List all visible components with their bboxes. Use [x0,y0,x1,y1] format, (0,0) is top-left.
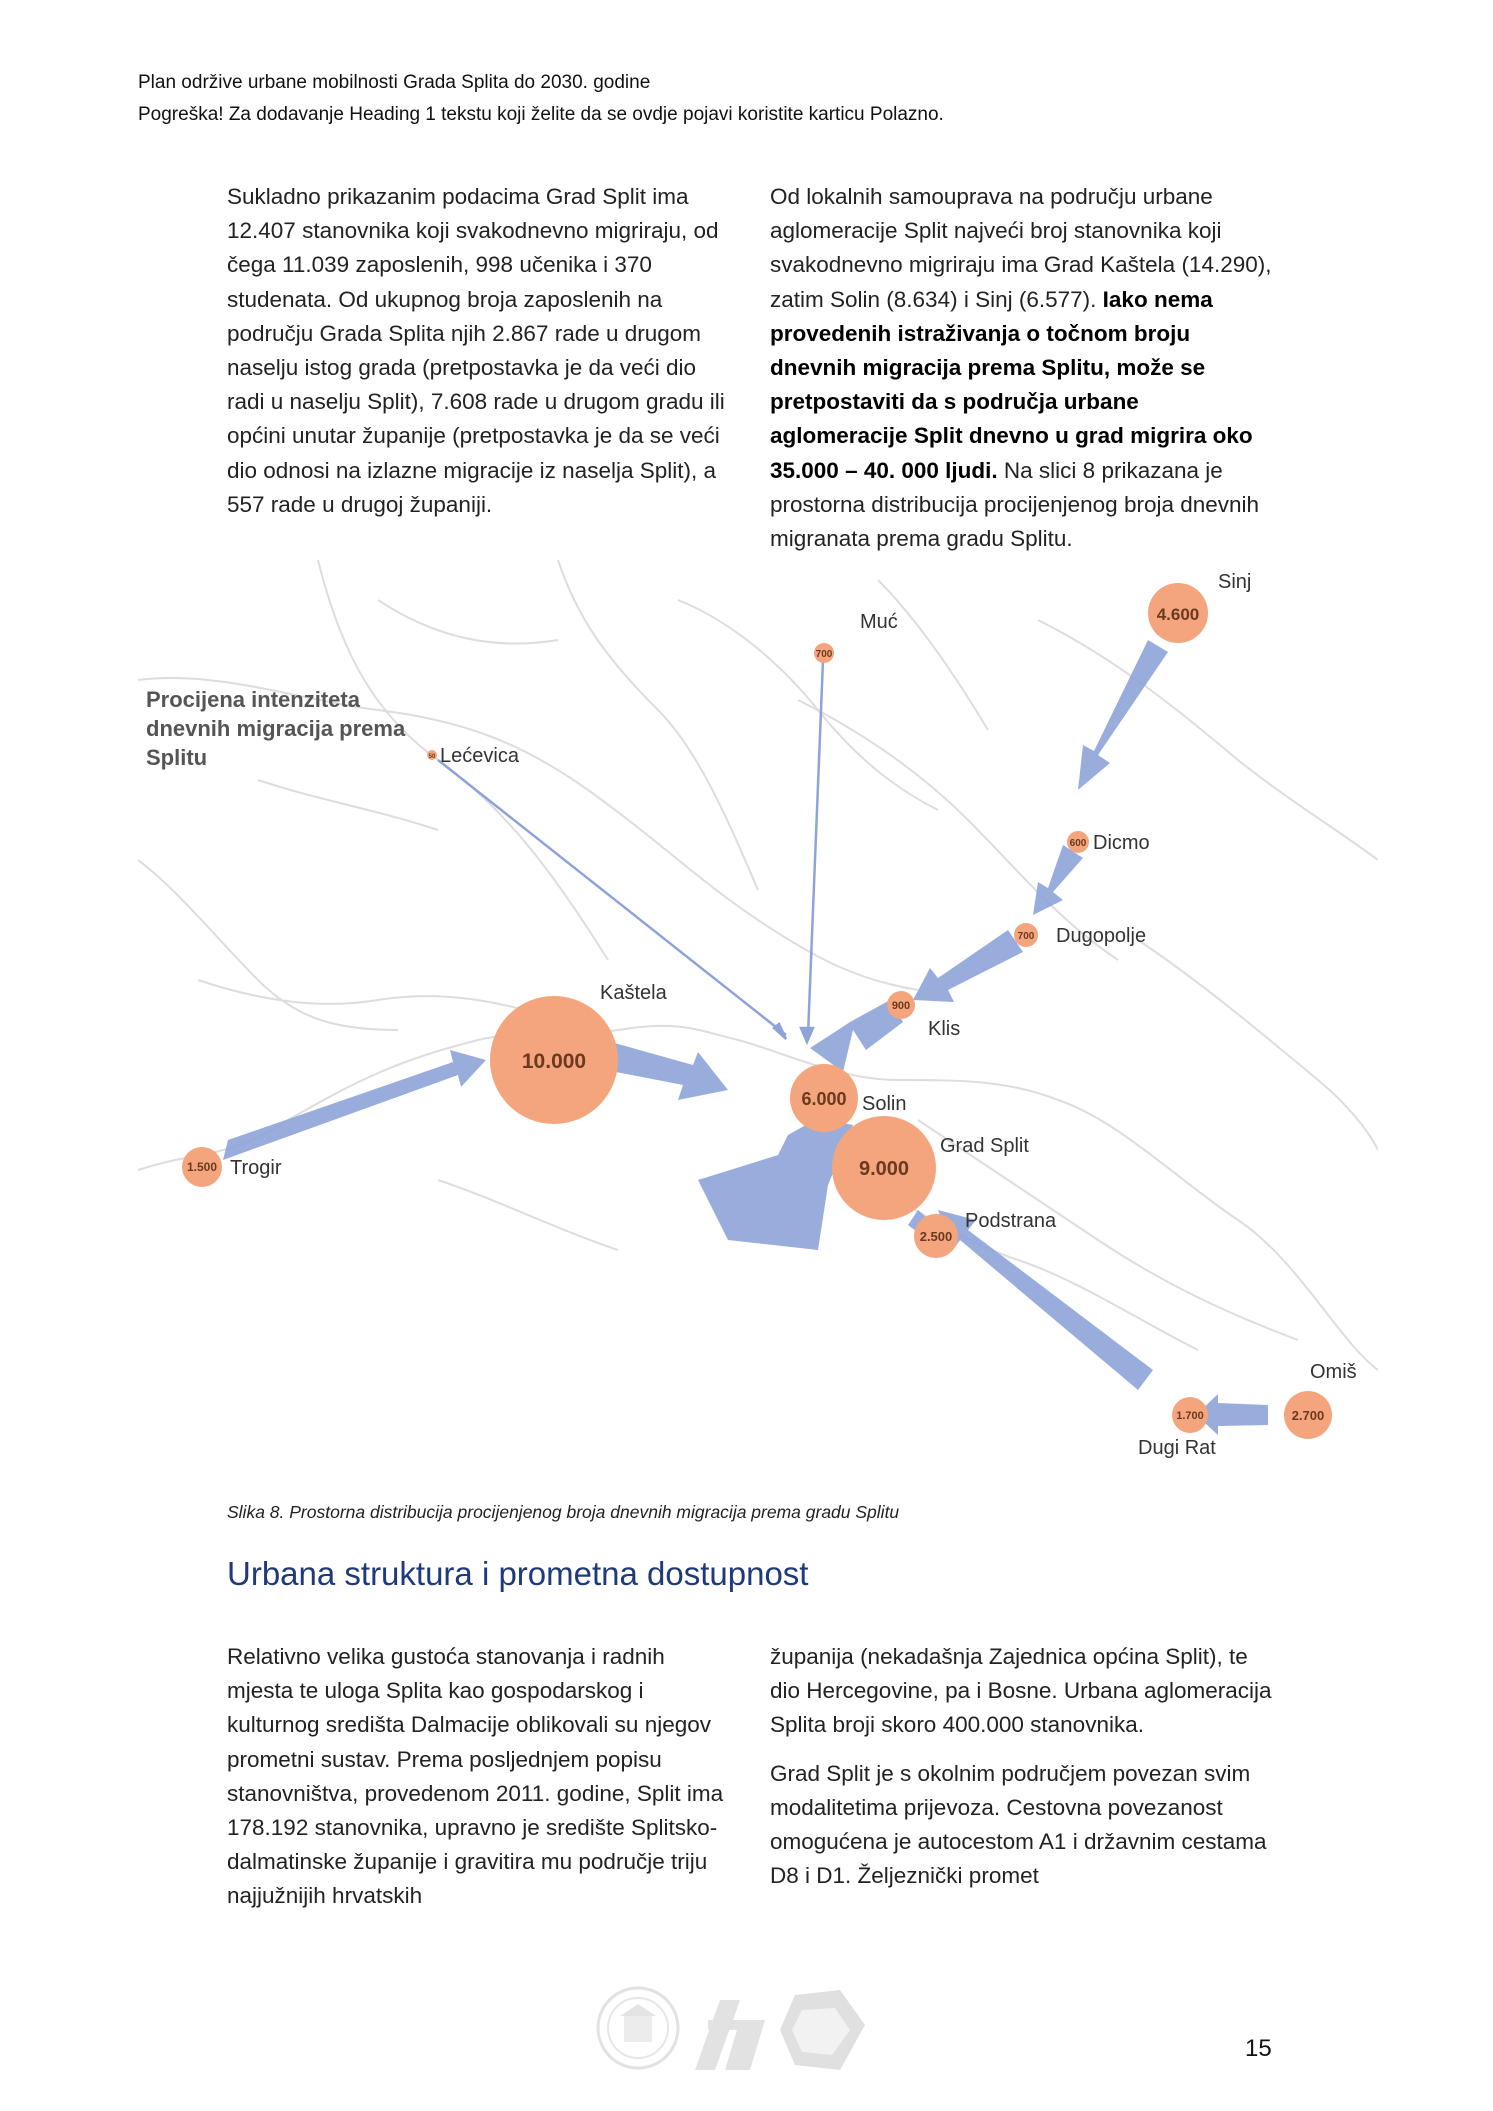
place-name: Podstrana [965,1210,1057,1232]
university-seal-icon [598,1988,678,2068]
bottom-left-column [227,1640,737,1914]
migration-value: 9.000 [858,1158,910,1180]
arrow-trogir-kastela [223,1050,486,1160]
place-dugirat [1138,1397,1216,1459]
map-title-line: Procijena intenziteta [146,687,360,712]
top-right-column [770,180,1280,556]
migration-value: 600 [1069,838,1087,849]
arrow-muc-solin [808,660,823,1035]
arrow-podstrana-split [938,1210,1153,1390]
faculty-logo-icon [695,2000,765,2070]
place-split [832,1116,1029,1220]
place-name: Sinj [1218,571,1252,593]
header-title: Plan održive urbane mobilnosti Grada Splita do 2030. godine [138,72,651,93]
place-name: Solin [862,1093,907,1115]
place-name: Klis [928,1018,961,1040]
migration-value: 2.700 [1291,1408,1325,1423]
place-name: Trogir [230,1157,282,1179]
figure-caption: Slika 8. Prostorna distribucija procijenjenog broja dnevnih migracija prema gradu Splitu [227,1502,900,1522]
arrowhead [774,1024,786,1039]
place-name: Muć [860,611,898,633]
arrow-dugopolje-klis [913,930,1023,1002]
arrow-split-solin-wedge [698,1118,853,1250]
paragraph [770,180,1280,556]
map-title-line: dnevnih migracija prema [146,716,406,741]
paragraph: Relativno velika gustoća stanovanja i radnih mjesta te uloga Splita kao gospodarskog i kulturnog središta Dalmacije oblikovali su njegov prometni sustav. Prema posljednjem popisu stanovništva, provedenom 2011. godine, Split ima 178.192 stanovnika, upravno je središte Splitsko-dalmatinske županije i gravitira mu područje triju najjužnijih hrvatskih [227,1644,724,1909]
migration-value: 700 [1017,931,1035,942]
paragraph: županija (nekadašnja Zajednica općina Split), te dio Hercegovine, pa i Bosne. Urbana aglomeracija Splita broji skoro 400.000 stanovnika. [770,1644,1272,1738]
place-dicmo [1067,831,1150,854]
place-lecevica [427,745,520,767]
arrow-dicmo-dugopolje [1033,845,1083,915]
migration-value: 50 [428,754,436,760]
map-background [138,560,1378,1370]
place-name: Lećevica [440,745,519,767]
paragraph: Grad Split je s okolnim područjem povezan svim modalitetima prijevoza. Cestovna povezanost omogućena je autocestom A1 i državnim cestama D8 i D1. Željeznički promet [770,1760,1267,1889]
footer-logos [590,1980,890,2080]
place-muc [814,611,898,663]
place-dugopolje [1014,923,1146,947]
section-heading: Urbana struktura i prometna dostupnost [227,1555,809,1592]
place-name: Dugopolje [1056,925,1147,947]
header-error-line: Pogreška! Za dodavanje Heading 1 tekstu koji želite da se ovdje pojavi koristite karticu Polazno. [138,104,944,125]
place-name: Omiš [1310,1361,1357,1383]
paragraph-text: Na slici 8 prikazana je prostorna distribucija procijenjenog broja dnevnih migranata prema gradu Splitu. [770,457,1260,552]
map-title-line: Splitu [146,745,208,770]
paragraph-text: Od lokalnih samouprava na području urbane aglomeracije Split najveći broj stanovnika koji svakodnevno migriraju ima Grad Kaštela (14.290), zatim Solin (8.634) i Sinj (6.577). [770,184,1272,312]
paragraph: Sukladno prikazanim podacima Grad Split ima 12.407 stanovnika koji svakodnevno migriraju, od čega 11.039 zaposlenih, 998 učenika i 370 studenata. Od ukupnog broja zaposlenih na području Grada Splita njih 2.867 rade u drugom naselju istog grada (pretpostavka je da veći dio radi u naselju Split), 7.608 rade u drugom gradu ili općini unutar županije (pretpostavka je da se veći dio odnosi na izlazne migracije iz naselja Split), a 557 rade u drugoj županiji. [227,184,725,517]
place-name: Kaštela [600,982,667,1004]
place-name: Dugi Rat [1138,1437,1216,1459]
migration-value: 700 [815,649,833,660]
place-omis [1284,1361,1357,1439]
bottom-right-column [770,1640,1280,1893]
place-name: Grad Split [940,1135,1029,1157]
migration-value: 900 [891,1000,911,1012]
migration-value: 2.500 [919,1229,953,1244]
page-number: 15 [1245,2035,1272,2062]
migration-value: 1.500 [186,1160,218,1174]
migration-value: 1.700 [1176,1410,1204,1422]
paragraph-bold-text: Iako nema provedenih istraživanja o točnom broju dnevnih migracija prema Splitu, može se pretpostaviti da s područja urbane aglomeracije Split dnevno u grad migrira oko 35.000 – 40. 000 ljudi. [770,286,1253,483]
place-name: Dicmo [1093,832,1150,854]
migration-value: 10.000 [521,1050,587,1073]
place-sinj [1148,571,1251,643]
migration-value: 4.600 [1156,605,1200,624]
top-left-column [227,180,737,522]
flow-arrows [223,640,1268,1435]
arrow-sinj-dicmo [1078,640,1168,790]
arrowhead [801,1028,813,1042]
migration-value: 6.000 [801,1089,847,1109]
geometric-logo-icon [780,1990,865,2070]
migration-map [138,560,1378,1495]
